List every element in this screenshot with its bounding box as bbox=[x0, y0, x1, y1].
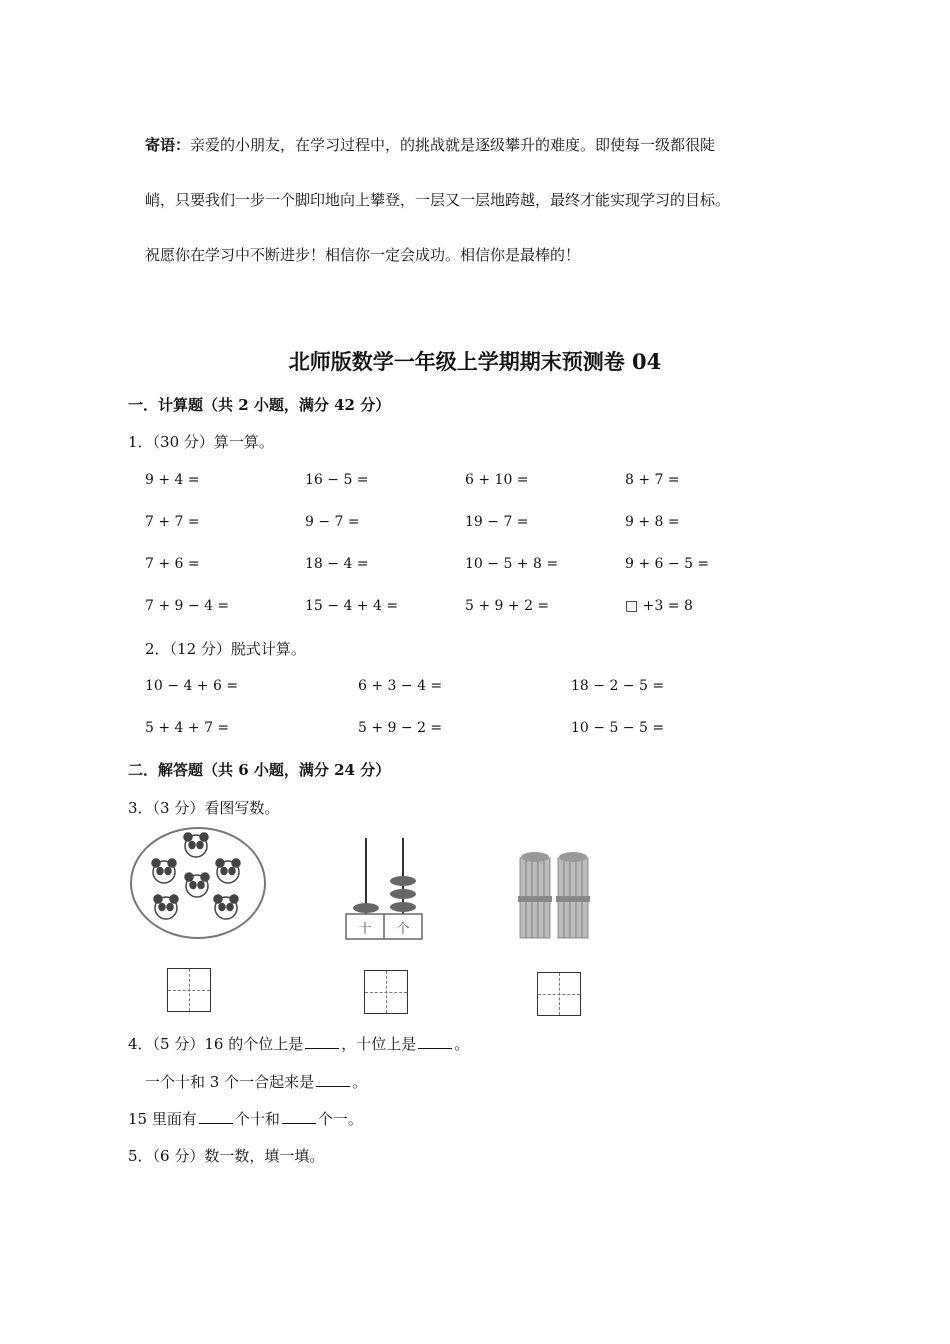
greeting-line-2: 峭，只要我们一步一个脚印地向上攀登，一层又一层地跨越，最终才能实现学习的目标。 bbox=[145, 191, 731, 209]
q1-equation: 7 + 6 = bbox=[145, 556, 200, 572]
q1-equation: 7 + 9 − 4 = bbox=[145, 598, 230, 614]
q1-equation: 15 − 4 + 4 = bbox=[305, 598, 399, 614]
q1-equation: 18 − 4 = bbox=[305, 556, 369, 572]
q1-equation: 19 − 7 = bbox=[465, 514, 529, 530]
q1-equation: 9 + 4 = bbox=[145, 472, 200, 488]
q4-blank-15-tens[interactable] bbox=[199, 1122, 233, 1124]
q4-blank-tens[interactable] bbox=[418, 1047, 452, 1049]
q2-equation: 10 − 5 − 5 = bbox=[571, 720, 665, 736]
q1-equation: 5 + 9 + 2 = bbox=[465, 598, 550, 614]
q1-equation: 7 + 7 = bbox=[145, 514, 200, 530]
abacus-tens-label: 十 bbox=[358, 922, 372, 937]
q3-label: 3．（3 分）看图写数。 bbox=[128, 799, 280, 817]
q1-equation: 9 + 6 − 5 = bbox=[625, 556, 710, 572]
q4-line-2: 一个十和 3 个一合起来是 。 bbox=[145, 1073, 368, 1091]
q3-answer-box-2[interactable] bbox=[364, 970, 408, 1014]
section1-heading: 一．计算题（共 2 小题，满分 42 分） bbox=[128, 396, 391, 414]
q2-equation: 5 + 9 − 2 = bbox=[358, 720, 443, 736]
q3-answer-box-3[interactable] bbox=[537, 972, 581, 1016]
q4-blank-15-ones[interactable] bbox=[282, 1122, 316, 1124]
q2-equation: 6 + 3 − 4 = bbox=[358, 678, 443, 694]
q4-line-1: 4．（5 分）16 的个位上是 ，十位上是 。 bbox=[128, 1035, 470, 1053]
section2-heading: 二．解答题（共 6 小题，满分 24 分） bbox=[128, 761, 391, 779]
q1-equation: □ +3 = 8 bbox=[625, 598, 693, 614]
q2-label: 2．（12 分）脱式计算。 bbox=[145, 640, 306, 658]
q1-equation: 16 − 5 = bbox=[305, 472, 369, 488]
q2-equation: 5 + 4 + 7 = bbox=[145, 720, 230, 736]
q1-equation: 9 + 8 = bbox=[625, 514, 680, 530]
q4-blank-combined[interactable] bbox=[316, 1085, 350, 1087]
q1-equation: 6 + 10 = bbox=[465, 472, 529, 488]
abacus-image bbox=[344, 836, 424, 942]
q4-blank-ones[interactable] bbox=[305, 1047, 339, 1049]
panda-plate-image bbox=[128, 826, 268, 941]
q4-line-3: 15 里面有 个十和 个一。 bbox=[128, 1110, 363, 1128]
q1-equation: 9 − 7 = bbox=[305, 514, 360, 530]
q5-label: 5．（6 分）数一数，填一填。 bbox=[128, 1147, 325, 1165]
panda-icon bbox=[152, 833, 240, 919]
page-title: 北师版数学一年级上学期期末预测卷 04 bbox=[288, 349, 662, 374]
greeting-line-3: 祝愿你在学习中不断进步！相信你一定会成功。相信你是最棒的！ bbox=[145, 246, 581, 264]
q1-label: 1．（30 分）算一算。 bbox=[128, 433, 274, 451]
q1-equation: 8 + 7 = bbox=[625, 472, 680, 488]
abacus-ones-label: 个 bbox=[396, 922, 410, 937]
q2-equation: 18 − 2 − 5 = bbox=[571, 678, 665, 694]
stick-bundles-image bbox=[516, 850, 592, 940]
greeting-line-1: 寄语：亲爱的小朋友，在学习过程中，的挑战就是逐级攀升的难度。即使每一级都很陡 bbox=[145, 136, 716, 154]
q1-equation: 10 − 5 + 8 = bbox=[465, 556, 559, 572]
greeting-label: 寄语： bbox=[145, 136, 191, 154]
q2-equation: 10 − 4 + 6 = bbox=[145, 678, 239, 694]
q3-answer-box-1[interactable] bbox=[167, 968, 211, 1012]
